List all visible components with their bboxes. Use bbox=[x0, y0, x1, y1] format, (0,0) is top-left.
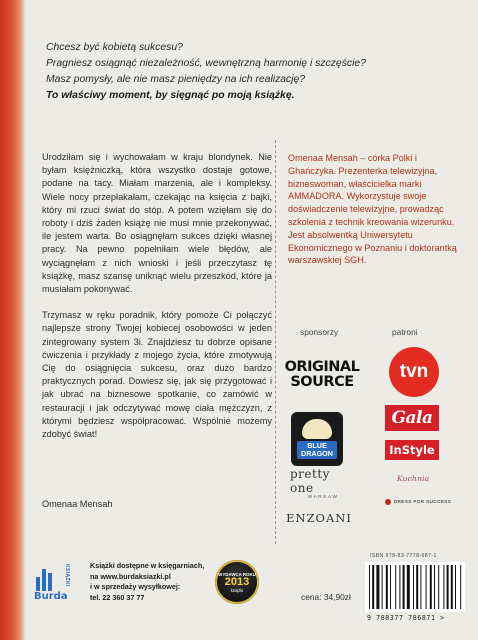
blue-dragon-logo bbox=[291, 412, 343, 466]
question-line: Masz pomysły, ale nie masz pieniędzy na ich realizację? bbox=[46, 74, 306, 86]
dress-dot-icon bbox=[385, 499, 391, 505]
logo-text: BLUE bbox=[307, 441, 327, 450]
red-edge-band bbox=[0, 0, 26, 640]
burda-bars-icon bbox=[36, 567, 52, 591]
logo-subtext: WARSAW bbox=[307, 494, 339, 500]
logo-text-box bbox=[297, 441, 337, 459]
logo-text: SOURCE bbox=[290, 374, 354, 390]
barcode-digits: 9 788377 786871 > bbox=[367, 614, 445, 622]
column-divider bbox=[275, 140, 276, 544]
dragon-face-icon bbox=[302, 419, 332, 439]
logo-text: DRAGON bbox=[301, 449, 333, 458]
price-label: cena: 34,90zł bbox=[301, 592, 351, 602]
story-paragraph: Urodziłam się i wychowałam w kraju blondynek. Nie byłam księżniczką, która wszystko dostaje gotowe, podane na tacy. Miałam marzenia, ale i kompleksy. Wiele nocy przepłakałam, czekając na księcia z bajki, który mi rzuci świat do stóp. A potem wzięłam się do roboty i dziś żaden książę nie musi mnie przekonywać, ile jestem warta. Bo osiągnęłam sukces dzięki własnej pracy. Na pewno popełniłam wiele błędów, ale wyciągnęłam z nich wnioski i jeśli przeczytasz tę książkę, masz szansę uniknąć wielu przeszkód, które ja musiałam pokonywać. bbox=[42, 152, 272, 295]
logo-text: tvn bbox=[399, 361, 429, 382]
publisher-contact bbox=[90, 561, 204, 603]
publisher-vertical-text: KSIĄŻKI bbox=[64, 564, 70, 587]
contact-line: tel. 22 360 37 77 bbox=[90, 592, 145, 602]
award-year: 2013 bbox=[224, 575, 250, 588]
enzoani-logo: ENZOANI bbox=[286, 511, 352, 525]
logo-text: pretty one bbox=[290, 466, 330, 495]
burda-logo bbox=[34, 562, 70, 606]
original-source-logo bbox=[284, 352, 360, 398]
pretty-one-logo bbox=[290, 466, 356, 500]
question-line: Chcesz być kobietą sukcesu? bbox=[46, 42, 183, 53]
story-paragraph: Trzymasz w ręku poradnik, który pomoże Ci połączyć najlepsze strony Twojej kobiecej osobowości w jeden zintegrowany system 3i. Znajdziesz tu dobrze opisane ćwiczenia i przykłady z mojego życia, które zmotywują Cię do osiągnięcia sukcesu, oraz dużo bardzo praktycznych porad. Dowiesz się, jak się przygotować i jak ubrać na biznesowe spotkanie, co zamówić w restauracji i jak odczytywać mowę ciała mężczyzn, z którymi będziesz współpracować. Wspólnie możemy zdobyć świat! bbox=[42, 310, 272, 440]
tagline: To właściwy moment, by sięgnąć po moją książkę. bbox=[46, 90, 295, 101]
author-signature: Omenaa Mensah bbox=[42, 499, 113, 509]
author-name: Omenaa Mensah bbox=[288, 153, 358, 163]
tvn-logo bbox=[389, 347, 439, 397]
patrons-label: patroni bbox=[392, 327, 418, 337]
sponsors-label: sponsorzy bbox=[300, 327, 339, 337]
story-text bbox=[42, 151, 272, 453]
logo-text: Gala bbox=[391, 408, 433, 428]
instyle-logo bbox=[385, 440, 439, 460]
question-line: Pragniesz osiągnąć niezależność, wewnętrzną harmonię i szczęście? bbox=[46, 58, 366, 70]
intro-questions bbox=[46, 40, 466, 89]
logo-text: ORIGINAL bbox=[284, 359, 360, 375]
award-top-text: WYDAWCA ROKU bbox=[218, 571, 256, 577]
author-bio bbox=[288, 152, 460, 267]
contact-line: na www.burdaksiazki.pl bbox=[90, 571, 171, 581]
author-bio-text: – córka Polki i Ghańczyka. Prezenterka telewizyjna, bizneswoman, właścicielka marki AMMADORA. Wykorzystuje swoje doświadczenie telewizyjne, prowadząc szkolenia z technik kreowania wizerunku. Jest absolwentką Uniwersytetu Ekonomicznego w Poznaniu i doktorantką warszawskiej SGH. bbox=[288, 153, 457, 266]
logo-text: InStyle bbox=[389, 443, 435, 457]
contact-line: Książki dostępne w księgarniach, bbox=[90, 561, 205, 570]
logo-text: Kuchnia bbox=[396, 473, 430, 483]
kuchnia-logo bbox=[389, 469, 437, 487]
award-badge bbox=[215, 560, 259, 604]
dress-for-success-logo bbox=[384, 495, 452, 509]
isbn-label: ISBN 978-83-7778-687-1 bbox=[370, 553, 437, 559]
gala-logo bbox=[385, 405, 439, 431]
publisher-word: Burda bbox=[34, 590, 68, 602]
contact-line: i w sprzedaży wysyłkowej: bbox=[90, 582, 181, 592]
logo-text: DRESS FOR SUCCESS bbox=[393, 499, 452, 505]
award-bottom-text: książki bbox=[230, 587, 244, 593]
barcode bbox=[365, 562, 465, 612]
